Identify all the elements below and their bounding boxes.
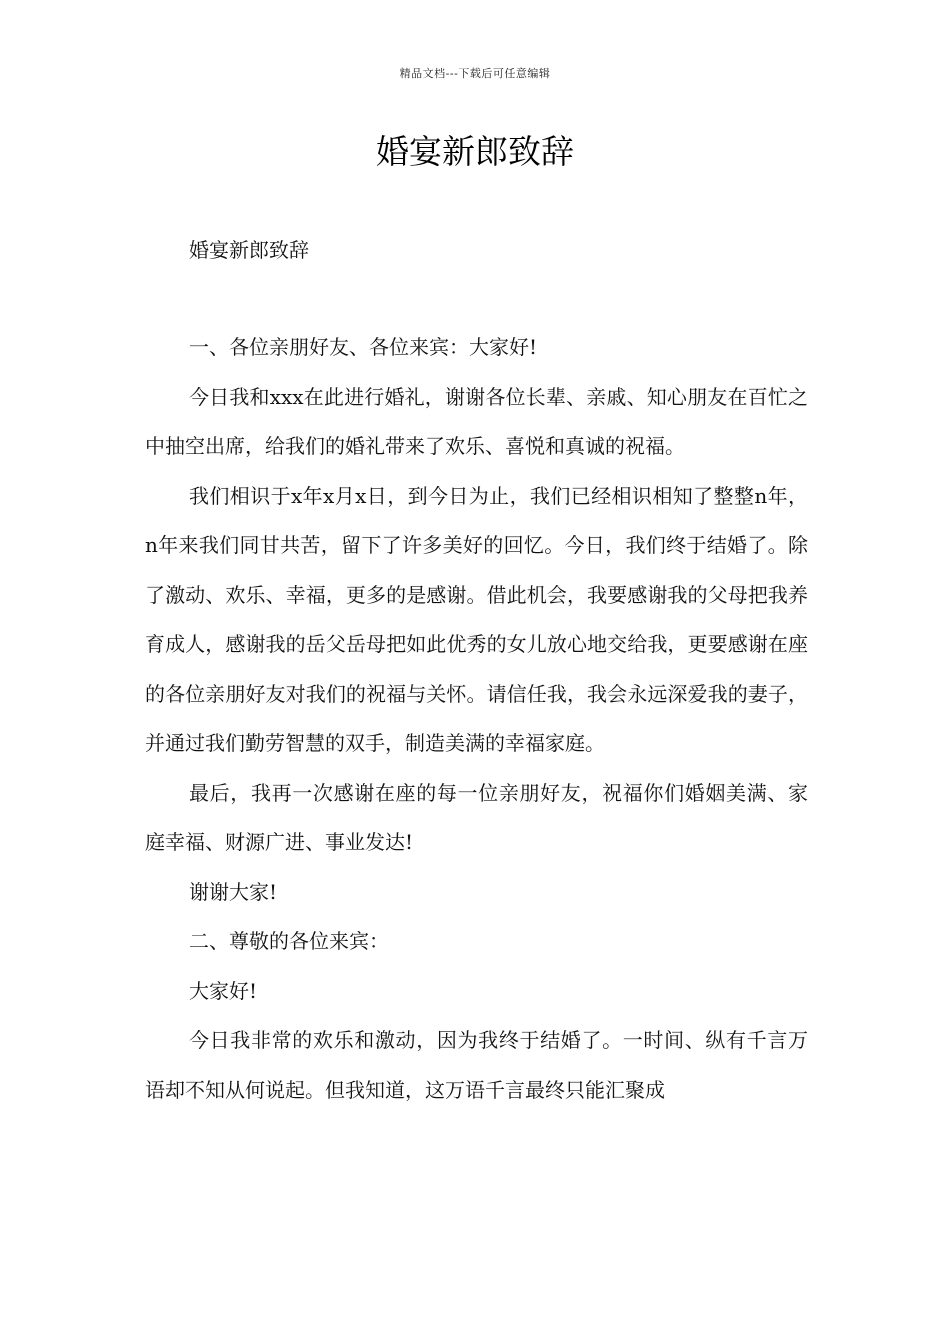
paragraph-blessing: 最后，我再一次感谢在座的每一位亲朋好友，祝福你们婚姻美满、家庭幸福、财源广进、事业发达!	[145, 780, 808, 854]
document-body	[145, 226, 808, 1115]
paragraph-hello: 大家好!	[189, 978, 258, 1003]
paragraph-greeting-1: 一、各位亲朋好友、各位来宾：大家好!	[189, 335, 538, 359]
paragraph-story: 我们相识于x年x月x日，到今日为止，我们已经相识相知了整整n年，n年来我们同甘共苦，留下了许多美好的回忆。今日，我们终于结婚了。除了激动、欢乐、幸福，更多的是感谢。借此机会，我要感谢我的父母把我养育成人，感谢我的岳父岳母把如此优秀的女儿放心地交给我，更要感谢在座的各位亲朋好友对我们的祝福与关怀。请信任我，我会永远深爱我的妻子，并通过我们勤劳智慧的双手，制造美满的幸福家庭。	[145, 483, 808, 755]
document-subtitle: 婚宴新郎致辞	[189, 238, 309, 262]
document-title: 婚宴新郎致辞	[376, 132, 574, 171]
paragraph-thanks: 今日我和xxx在此进行婚礼，谢谢各位长辈、亲戚、知心朋友在百忙之中抽空出席，给我们的婚礼带来了欢乐、喜悦和真诚的祝福。	[145, 384, 808, 458]
paragraph-greeting-2: 二、尊敬的各位来宾：	[189, 929, 389, 953]
paragraph-emotion: 今日我非常的欢乐和激动，因为我终于结婚了。一时间、纵有千言万语却不知从何说起。但我知道，这万语千言最终只能汇聚成	[145, 1028, 808, 1102]
header-note: 精品文档---下载后可任意编辑	[399, 67, 551, 80]
paragraph-closing: 谢谢大家!	[189, 879, 278, 904]
